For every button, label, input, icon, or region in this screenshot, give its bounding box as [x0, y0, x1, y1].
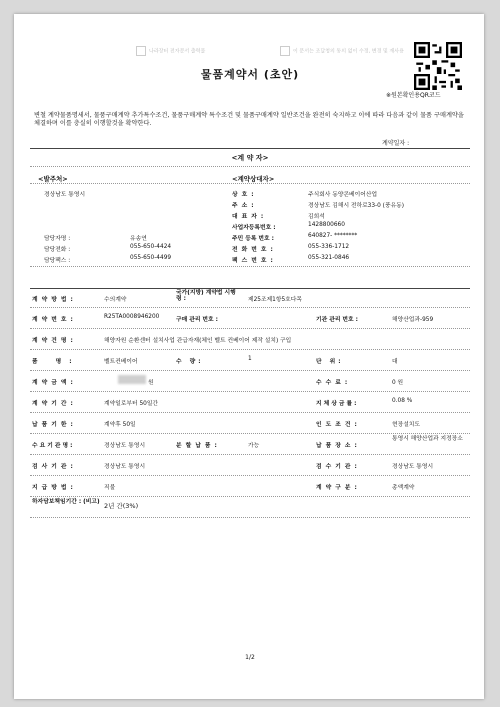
contract-type-value: 총액계약	[392, 485, 415, 491]
delivery-terms-label: 인 도 조 건 :	[316, 422, 358, 428]
contractor-field-value: 055-336-1712	[308, 244, 350, 250]
inspection-agency-label: 검 사 기 관 :	[32, 464, 74, 470]
divider	[30, 183, 470, 184]
contractor-field-label: 팩 스 번 호 :	[232, 258, 274, 264]
divider	[30, 307, 470, 308]
inspection-agency-value: 경상남도 통영시	[104, 464, 146, 470]
divider	[30, 328, 470, 329]
contractor-field-value: 경상남도 김해시 전하로33-0 (풍유동)	[308, 203, 405, 209]
redacted-amount	[118, 375, 146, 384]
purchase-mgmt-number-label: 구매 관리 번호 :	[176, 317, 218, 323]
contract-name-value: 해양자원 순환센터 설치사업 관급자재(체인 벨트 컨베이어 제작 설치) 구입	[104, 338, 292, 344]
demand-agency-label: 수 요 기 관 명 :	[32, 443, 73, 449]
contract-number-label: 계 약 번 호 :	[32, 317, 74, 323]
divider	[30, 288, 470, 289]
orderer-field-value: 055-650-4499	[130, 255, 172, 261]
item-name-value: 벨트컨베이어	[104, 359, 138, 365]
acceptance-agency-value: 경상남도 통영시	[392, 464, 434, 470]
contract-date-label: 계약일자 :	[382, 140, 410, 147]
divider	[30, 166, 470, 167]
section-title: <계 약 자>	[231, 154, 269, 162]
lock-icon	[280, 46, 290, 56]
acceptance-agency-label: 검 수 기 관 :	[316, 464, 358, 470]
divider	[30, 517, 470, 518]
fee-label: 수 수 료 :	[316, 380, 349, 386]
contractor-field-label: 전 화 번 호 :	[232, 247, 274, 253]
contractor-field-label: 대 표 자 :	[232, 214, 265, 220]
divider	[30, 349, 470, 350]
delivery-deadline-value: 계약후 50일	[104, 422, 136, 428]
payment-method-value: 직불	[104, 485, 116, 491]
banner-left: 나라장터 전자문서 출력물	[136, 46, 205, 56]
contract-method-label: 계 약 방 법 :	[32, 297, 74, 303]
intro-paragraph: 변철 계약물품명세서, 물품구매계약 추가특수조건, 물품구매계약 특수조건 및 물품구매계약 일반조건을 완전히 숙지하고 이에 따라 다음과 같이 물품 구매계약을 체결하며 이를 충실히 이행할것을 확약한다.	[34, 112, 464, 127]
printer-icon	[136, 46, 146, 56]
contractor-heading: <계약상대자>	[232, 175, 275, 183]
orderer-field-label: 담당전화 :	[44, 247, 71, 253]
document-title: 물품계약서 (초안)	[200, 68, 300, 81]
contract-name-label: 계 약 건 명 :	[32, 338, 74, 344]
warranty-period-label: 하자담보책임기간 : (비고)	[32, 499, 100, 505]
demand-agency-value: 경상남도 통영시	[104, 443, 146, 449]
contract-amount-label: 계 약 금 액 :	[32, 380, 74, 386]
split-delivery-value: 가능	[248, 443, 260, 449]
divider	[30, 391, 470, 392]
contract-number-value: R25TA0008946200	[104, 314, 160, 320]
delivery-deadline-label: 납 품 기 한 :	[32, 422, 74, 428]
contractor-field-value: 주식회사 동양콘베이어산업	[308, 192, 378, 198]
contractor-field-value: 055-321-0846	[308, 255, 350, 261]
contract-period-label: 계 약 기 간 :	[32, 401, 74, 407]
unit-label: 단 위:	[316, 359, 344, 365]
quantity-label: 수 량:	[176, 359, 204, 365]
contract-period-value: 계약일로부터 50일간	[104, 401, 159, 407]
unit-value: 대	[392, 359, 398, 365]
item-name-label: 품 명:	[32, 359, 80, 365]
divider	[30, 412, 470, 413]
orderer-heading: <발주처>	[38, 175, 68, 183]
document-banner	[130, 26, 410, 64]
banner-right: 이 문서는 조달청의 동의 없이 수정, 변경 및 재사용	[280, 46, 404, 56]
contractor-field-value: 1428800660	[308, 222, 345, 228]
contractor-field-label: 상 호 :	[232, 192, 255, 198]
fee-value: 0 원	[392, 380, 404, 386]
divider	[30, 496, 470, 497]
contract-method-value: 수의계약	[104, 297, 127, 303]
contractor-field-label: 주 소 :	[232, 203, 255, 209]
contract-amount-unit: 원	[148, 380, 154, 386]
orderer-field-label: 담당팩스 :	[44, 258, 71, 264]
warranty-period-value: 2년 간(3%)	[104, 502, 139, 510]
orderer-name: 경상남도 통영시	[44, 192, 86, 198]
divider	[30, 433, 470, 434]
payment-method-label: 지 급 방 법 :	[32, 485, 74, 491]
contractor-field-value: 김희석	[308, 214, 325, 220]
divider	[30, 370, 470, 371]
enforcement-decree-label: 국가(지방) 계약법 시행령 :	[176, 290, 236, 302]
divider	[30, 266, 470, 267]
split-delivery-label: 분 할 납 품 :	[176, 443, 218, 449]
agency-mgmt-number-label: 기관 관리 번호 :	[316, 317, 358, 323]
divider	[30, 148, 470, 149]
qr-label: ※원본확인용QR코드	[386, 92, 441, 99]
orderer-field-label: 담당자명 :	[44, 236, 71, 242]
orderer-field-value: 055-650-4424	[130, 244, 172, 250]
delay-penalty-rate-value: 0.08 %	[392, 398, 413, 404]
quantity-value: 1	[248, 356, 252, 362]
contractor-field-label: 사업자등록번호 :	[232, 225, 276, 231]
contract-type-label: 계 약 구 분 :	[316, 485, 358, 491]
divider	[30, 475, 470, 476]
delivery-terms-value: 현장설치도	[392, 422, 420, 428]
page-number: 1/2	[245, 654, 255, 661]
delivery-place-label: 납 품 장 소 :	[316, 443, 358, 449]
contractor-field-value: 640827- ********	[308, 233, 358, 239]
agency-mgmt-number-value: 해양산업과-959	[392, 317, 434, 323]
enforcement-decree-value: 제25조제1항5호다목	[248, 297, 302, 303]
delivery-place-value: 통영시 해양산업과 지정장소	[392, 436, 463, 442]
orderer-field-value: 유송연	[130, 236, 147, 242]
divider	[30, 454, 470, 455]
delay-penalty-rate-label: 지 체 상 금 률 :	[316, 401, 357, 407]
contractor-field-label: 주민 등록 번호 :	[232, 236, 274, 242]
